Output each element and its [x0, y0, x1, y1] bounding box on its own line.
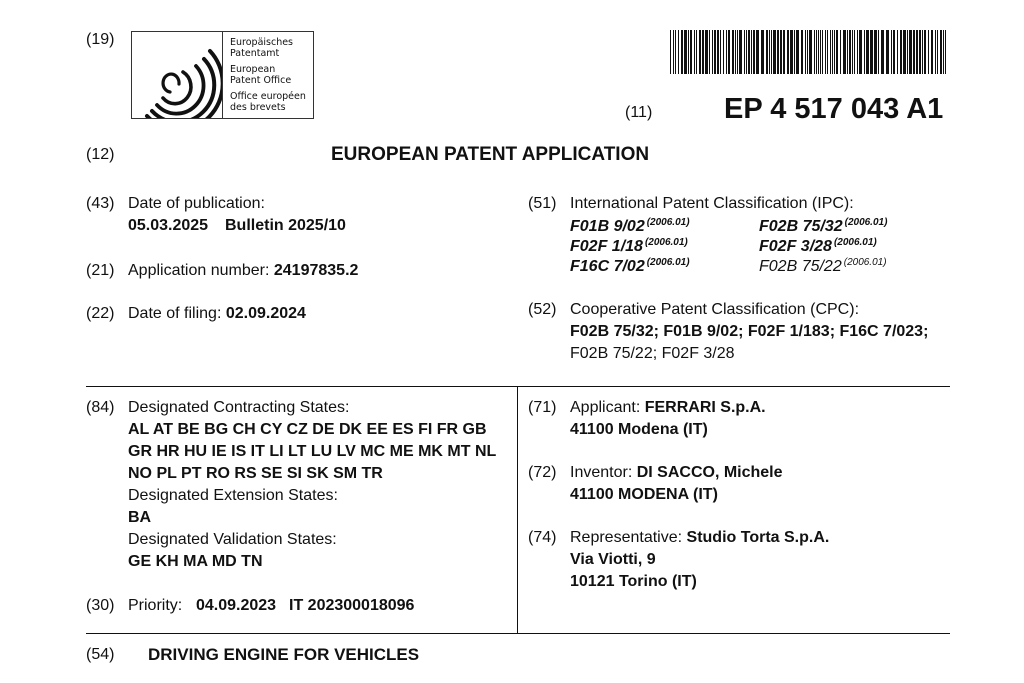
inid-code-71: (71): [528, 399, 557, 416]
barcode-bar: [825, 30, 826, 74]
ipc-code: F02B 75/22 $^{(2006.01)}$: [759, 257, 887, 275]
barcode-bar: [699, 30, 701, 74]
barcode-bar: [783, 30, 785, 74]
invention-title: DRIVING ENGINE FOR VEHICLES: [148, 645, 420, 664]
ipc-code: F01B 9/02 $^{(2006.01)}$: [570, 217, 690, 235]
inventor-address: 41100 MODENA (IT): [570, 486, 718, 503]
inid-code-22: (22): [86, 305, 115, 322]
barcode-bar: [739, 30, 742, 74]
inventor-field: [570, 464, 783, 482]
contracting-states-line1: AL AT BE BG CH CY CZ DE DK EE ES FI FR GB: [128, 421, 487, 438]
inid-code-11: (11): [625, 104, 653, 121]
barcode-bar: [897, 30, 898, 74]
inid-code-54: (54): [86, 646, 115, 663]
inid-code-72: (72): [528, 464, 557, 481]
office-name-de-1: Europäisches: [230, 37, 294, 48]
barcode-bar: [746, 30, 747, 74]
publication-date-label: Date of publication:: [128, 195, 265, 212]
barcode-bar: [909, 30, 912, 74]
barcode-bar: [796, 30, 799, 74]
extension-states: BA: [128, 509, 152, 526]
barcode-bar: [916, 30, 918, 74]
application-number: 24197835.2: [273, 262, 359, 279]
barcode-bar: [805, 30, 806, 74]
barcode-bar: [840, 30, 841, 74]
contracting-states-line2: GR HR HU IE IS IT LI LT LU LV MC ME MK MT NL: [128, 443, 497, 460]
barcode-bar: [919, 30, 921, 74]
priority-label: Priority:: [128, 597, 183, 614]
barcode-bar: [766, 30, 768, 74]
validation-states: GE KH MA MD TN: [128, 553, 263, 570]
barcode-bar: [937, 30, 938, 74]
filing-date-label: Date of filing:: [128, 305, 222, 322]
barcode-bar: [756, 30, 759, 74]
barcode-bar: [945, 30, 946, 74]
barcode-bar: [893, 30, 895, 74]
office-name-fr-1: Office européen: [230, 91, 306, 102]
barcode-bar: [787, 30, 789, 74]
cpc-label: Cooperative Patent Classification (CPC):: [570, 301, 860, 318]
filing-date: 02.09.2024: [225, 305, 306, 322]
inid-code-51: (51): [528, 195, 557, 212]
barcode-bar: [943, 30, 944, 74]
barcode-bar: [728, 30, 730, 74]
barcode-bar: [940, 30, 942, 74]
barcode-bar: [751, 30, 752, 74]
epo-logo: [131, 31, 314, 119]
barcode-bar: [922, 30, 923, 74]
inid-code-84: (84): [86, 399, 115, 416]
document-type: EUROPEAN PATENT APPLICATION: [331, 144, 650, 165]
barcode-bar: [780, 30, 782, 74]
barcode-bar: [712, 30, 713, 74]
barcode-bar: [827, 30, 828, 74]
barcode-bar: [748, 30, 750, 74]
barcode-bar: [720, 30, 721, 74]
inid-code-52: (52): [528, 301, 557, 318]
barcode-bar: [761, 30, 764, 74]
barcode-bar: [732, 30, 734, 74]
barcode-bar: [907, 30, 908, 74]
applicant-label: Applicant:: [570, 399, 641, 416]
inventor-label: Inventor:: [570, 464, 633, 481]
office-name-fr-2: des brevets: [230, 102, 286, 113]
ipc-code: F16C 7/02 $^{(2006.01)}$: [570, 257, 690, 275]
barcode-bar: [913, 30, 915, 74]
logo-divider: [222, 32, 223, 118]
barcode-bar: [723, 30, 724, 74]
barcode-bar: [935, 30, 936, 74]
barcode-bar: [769, 30, 770, 74]
ipc-code: F02B 75/32 $^{(2006.01)}$: [759, 217, 888, 235]
barcode-bar: [794, 30, 795, 74]
applicant-field: [570, 399, 766, 417]
validation-states-label: Designated Validation States:: [128, 531, 337, 548]
barcode-bar: [886, 30, 889, 74]
priority-number: IT 202300018096: [289, 597, 415, 614]
representative-field: [570, 529, 829, 547]
applicant-name: FERRARI S.p.A.: [644, 399, 766, 416]
barcode-bar: [690, 30, 692, 74]
barcode-bar: [705, 30, 708, 74]
barcode-bar: [832, 30, 833, 74]
office-name-en-1: European: [230, 64, 276, 75]
publication-number: EP 4 517 043 A1: [724, 93, 944, 125]
barcode-bar: [931, 30, 933, 74]
barcode-bar: [900, 30, 902, 74]
inventor-name: DI SACCO, Michele: [636, 464, 783, 481]
application-number-field: [128, 262, 358, 280]
representative-city: 10121 Torino (IT): [570, 573, 697, 590]
barcode: [670, 30, 948, 74]
filing-date-field: [128, 305, 306, 323]
barcode-bar: [881, 30, 884, 74]
barcode-bar: [903, 30, 906, 74]
barcode-bar: [735, 30, 736, 74]
barcode-bar: [847, 30, 848, 74]
barcode-bar: [717, 30, 719, 74]
extension-states-label: Designated Extension States:: [128, 487, 338, 504]
barcode-bar: [834, 30, 835, 74]
barcode-bar: [820, 30, 821, 74]
barcode-bar: [753, 30, 755, 74]
inid-code-43: (43): [86, 195, 115, 212]
office-name-de-2: Patentamt: [230, 48, 280, 59]
barcode-bar: [814, 30, 815, 74]
barcode-bar: [771, 30, 772, 74]
barcode-bar: [891, 30, 892, 74]
section-divider-top: [86, 386, 950, 387]
barcode-bar: [849, 30, 851, 74]
barcode-bar: [807, 30, 808, 74]
cpc-codes-line1: F02B 75/32; F01B 9/02; F02F 1/183; F16C 7/023;: [570, 323, 929, 340]
inid-code-30: (30): [86, 597, 115, 614]
application-number-label: Application number:: [128, 262, 270, 279]
barcode-bar: [928, 30, 929, 74]
barcode-bar: [737, 30, 738, 74]
barcode-bar: [688, 30, 689, 74]
barcode-bar: [696, 30, 697, 74]
barcode-bar: [866, 30, 869, 74]
inid-code-21: (21): [86, 262, 115, 279]
barcode-bar: [714, 30, 716, 74]
barcode-bar: [818, 30, 819, 74]
barcode-bar: [773, 30, 776, 74]
barcode-bar: [816, 30, 817, 74]
cpc-codes-line2: F02B 75/22; F02F 3/28: [570, 345, 735, 362]
barcode-bar: [857, 30, 858, 74]
barcode-bar: [681, 30, 683, 74]
column-divider: [517, 386, 518, 633]
barcode-bar: [878, 30, 879, 74]
barcode-bar: [670, 30, 671, 74]
barcode-bar: [809, 30, 812, 74]
barcode-bar: [678, 30, 679, 74]
representative-street: Via Viotti, 9: [570, 551, 656, 568]
barcode-bar: [874, 30, 877, 74]
barcode-bar: [924, 30, 926, 74]
barcode-bar: [790, 30, 793, 74]
barcode-bar: [694, 30, 695, 74]
barcode-bar: [822, 30, 823, 74]
contracting-states-label: Designated Contracting States:: [128, 399, 350, 416]
barcode-bar: [684, 30, 687, 74]
barcode-bar: [854, 30, 855, 74]
representative-name: Studio Torta S.p.A.: [686, 529, 830, 546]
barcode-bar: [675, 30, 676, 74]
publication-date: 05.03.2025: [128, 217, 209, 234]
barcode-bar: [702, 30, 704, 74]
barcode-bar: [864, 30, 865, 74]
inid-code-12: (12): [86, 146, 115, 163]
priority-date: 04.09.2023: [196, 597, 277, 614]
bulletin: Bulletin 2025/10: [225, 217, 346, 234]
barcode-bar: [870, 30, 873, 74]
barcode-bar: [836, 30, 838, 74]
barcode-bar: [673, 30, 674, 74]
barcode-bar: [843, 30, 846, 74]
barcode-bar: [777, 30, 779, 74]
barcode-bar: [709, 30, 710, 74]
contracting-states-line3: NO PL PT RO RS SE SI SK SM TR: [128, 465, 383, 482]
barcode-bar: [726, 30, 727, 74]
ipc-code: F02F 1/18 $^{(2006.01)}$: [570, 237, 688, 255]
ipc-label: International Patent Classification (IPC):: [570, 195, 854, 212]
inid-code-74: (74): [528, 529, 557, 546]
barcode-bar: [859, 30, 862, 74]
barcode-bar: [830, 30, 831, 74]
inid-code-19: (19): [86, 31, 115, 48]
section-divider-bottom: [86, 633, 950, 634]
representative-label: Representative:: [570, 529, 683, 546]
ipc-code: F02F 3/28 $^{(2006.01)}$: [759, 237, 877, 255]
epo-emblem-icon: [132, 32, 222, 118]
barcode-bar: [801, 30, 803, 74]
applicant-address: 41100 Modena (IT): [570, 421, 708, 438]
office-name-en-2: Patent Office: [230, 75, 292, 86]
barcode-bar: [744, 30, 745, 74]
barcode-bar: [852, 30, 853, 74]
